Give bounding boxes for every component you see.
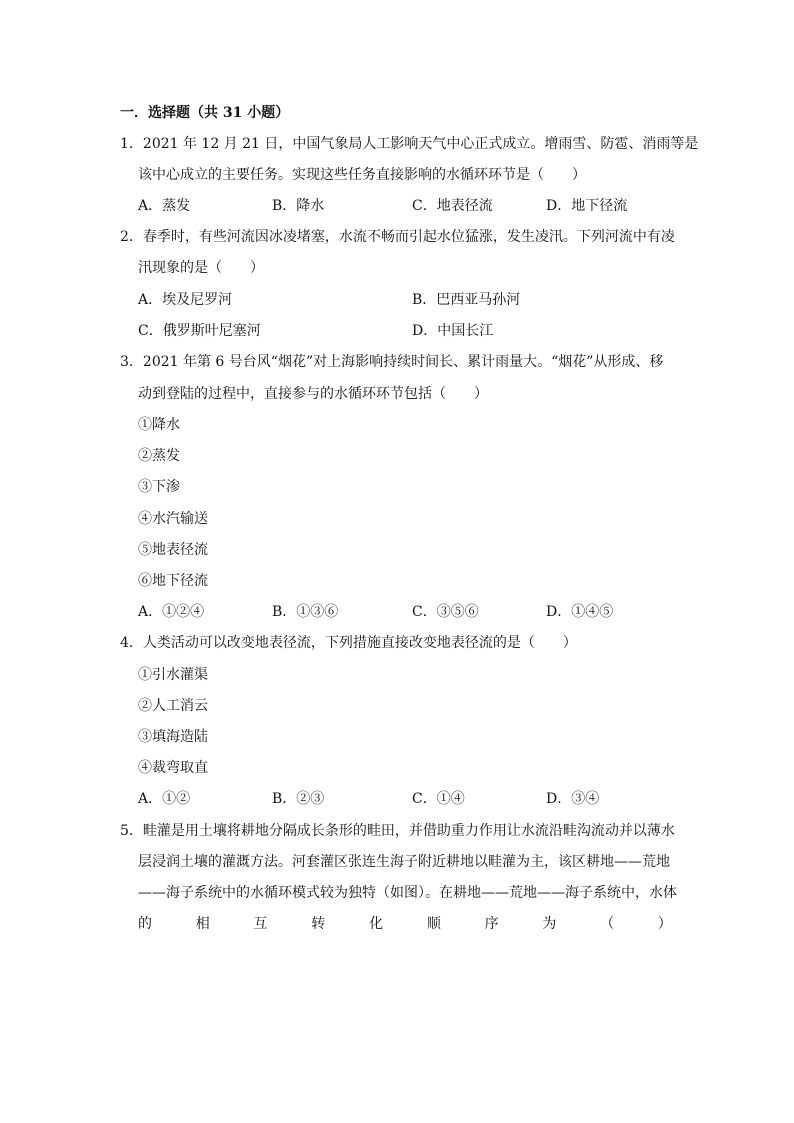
question-3-stem-line-1: 3．2021 年第 6 号台风“烟花”对上海影响持续时间长、累计雨量大。“烟花”从形成、移	[120, 354, 664, 370]
question-2-stem-line-2: 汛现象的是（ ）	[138, 260, 264, 276]
question-3-item-2: ②蒸发	[138, 448, 180, 464]
question-3-item-3: ③下渗	[138, 479, 180, 495]
q5-char: 互	[253, 916, 268, 932]
question-3-option-b: B．①③⑥	[272, 604, 339, 620]
question-2-option-c: C．俄罗斯叶尼塞河	[138, 323, 261, 339]
q5-char: 为	[542, 916, 557, 932]
question-3-item-1: ①降水	[138, 417, 180, 433]
question-5-stem-line-3: ——海子系统中的水循环模式较为独特（如图）。在耕地——荒地——海子系统中，水体	[138, 885, 677, 901]
question-4-item-1: ①引水灌渠	[138, 667, 208, 683]
section-title: 一．选择题（共 31 小题）	[120, 105, 290, 121]
question-1-option-b: B．降水	[272, 198, 325, 214]
question-4-option-c: C．①④	[412, 791, 465, 807]
q5-char: 序	[484, 916, 499, 932]
question-2-option-a: A．埃及尼罗河	[138, 292, 233, 308]
question-1-option-d: D．地下径流	[546, 198, 628, 214]
question-4-stem-line-1: 4．人类活动可以改变地表径流，下列措施直接改变地表径流的是（ ）	[120, 635, 577, 651]
question-3-stem-line-2: 动到登陆的过程中，直接参与的水循环环节包括（ ）	[138, 386, 488, 402]
question-3-item-5: ⑤地表径流	[138, 542, 208, 558]
question-4-item-2: ②人工消云	[138, 698, 208, 714]
question-5-stem-line-1: 5．畦灌是用土壤将耕地分隔成长条形的畦田，并借助重力作用让水流沿畦沟流动并以薄水	[120, 823, 675, 839]
question-1-option-c: C．地表径流	[412, 198, 493, 214]
question-3-option-a: A．①②④	[138, 604, 205, 620]
question-4-option-d: D．③④	[546, 791, 600, 807]
q5-char: 转	[311, 916, 326, 932]
question-4-item-3: ③填海造陆	[138, 729, 208, 745]
q5-char: 的	[138, 916, 152, 932]
q5-char: 化	[369, 916, 384, 932]
answer-bracket-close: ）	[657, 916, 672, 932]
question-2-option-b: B．巴西亚马孙河	[412, 292, 521, 308]
question-4-option-b: B．②③	[272, 791, 325, 807]
question-4-option-a: A．①②	[138, 791, 191, 807]
question-4-item-4: ④裁弯取直	[138, 760, 208, 776]
question-1-option-a: A．蒸发	[138, 198, 191, 214]
question-5-stem-line-4	[138, 915, 672, 933]
question-3-item-6: ⑥地下径流	[138, 573, 208, 589]
question-3-option-d: D．①④⑤	[546, 604, 614, 620]
question-5-stem-line-2: 层浸润土壤的灌溉方法。河套灌区张连生海子附近耕地以畦灌为主，该区耕地——荒地	[138, 854, 670, 870]
question-1-stem-line-2: 该中心成立的主要任务。实现这些任务直接影响的水循环环节是（ ）	[138, 167, 586, 183]
answer-bracket-open: （	[600, 916, 615, 932]
question-3-option-c: C．③⑤⑥	[412, 604, 479, 620]
question-3-item-4: ④水汽输送	[138, 511, 208, 527]
q5-char: 顺	[426, 916, 441, 932]
question-1-stem-line-1: 1．2021 年 12 月 21 日，中国气象局人工影响天气中心正式成立。增雨雪、防雹、消雨等是	[120, 136, 699, 152]
q5-char: 相	[195, 916, 210, 932]
question-2-stem-line-1: 2．春季时，有些河流因冰凌堵塞，水流不畅而引起水位猛涨，发生凌汛。下列河流中有凌	[120, 229, 675, 245]
question-2-option-d: D．中国长江	[412, 323, 494, 339]
